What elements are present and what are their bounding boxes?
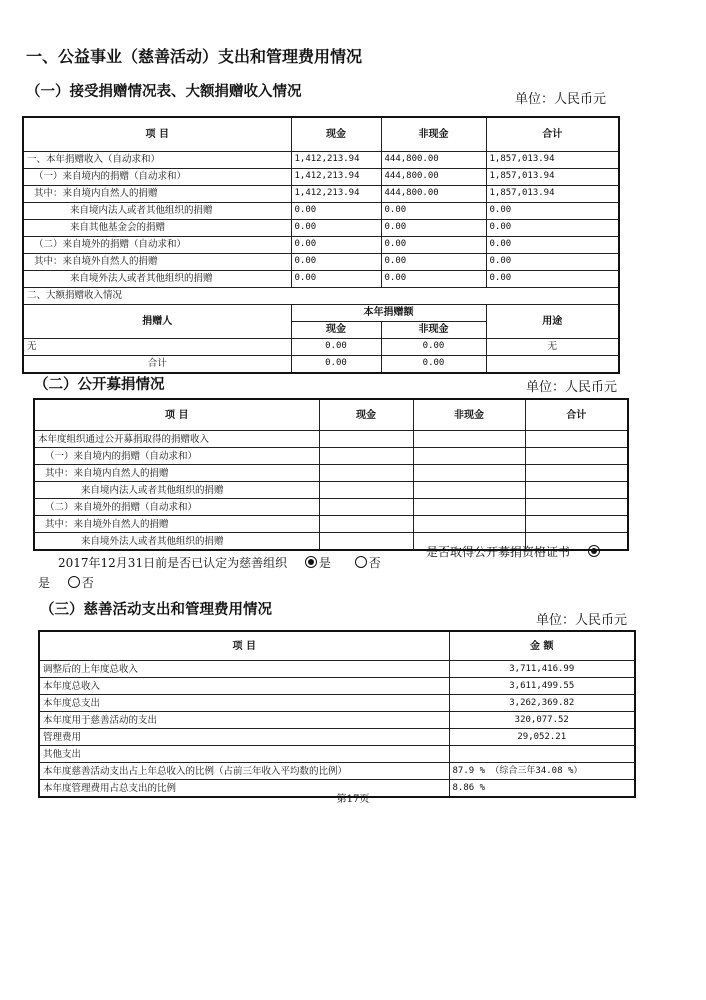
- col-header-item: 项 目: [34, 399, 319, 431]
- table-row: [39, 695, 635, 712]
- table-row: [39, 678, 635, 695]
- row-label: 来自境外法人或者其他组织的捐赠: [23, 270, 291, 287]
- row-label: 管理费用: [39, 729, 449, 746]
- cell-amount: 3,711,416.99: [449, 661, 635, 678]
- row-label: 其中：来自境内自然人的捐赠: [23, 185, 291, 202]
- row-label: 调整后的上年度总收入: [39, 661, 449, 678]
- cell-cash: 0.00: [291, 270, 381, 287]
- total-purpose-empty: [486, 355, 619, 373]
- table-row: [23, 253, 619, 270]
- row-label: 来自境内法人或者其他组织的捐赠: [34, 482, 319, 499]
- section2-heading: （二）公开募捐情况: [34, 377, 165, 393]
- cell-cash: 0.00: [291, 219, 381, 236]
- col-header-cash: 现金: [319, 399, 413, 431]
- certificate-answer: [38, 574, 94, 591]
- table-row: [34, 482, 628, 499]
- cell-cash: 1,412,213.94: [291, 168, 381, 185]
- table-row: [34, 465, 628, 482]
- q1-label: 2017年12月31日前是否已认定为慈善组织: [58, 556, 288, 570]
- total-noncash: 0.00: [381, 355, 486, 373]
- cell-large-cash: 0.00: [291, 338, 381, 355]
- cell-total: 0.00: [486, 270, 619, 287]
- col-header-total: 合计: [486, 117, 619, 151]
- table-row: [34, 516, 628, 533]
- section3-unit: 单位：人民币元: [536, 613, 628, 628]
- col-header-amount: 本年捐赠额: [291, 304, 486, 321]
- certificate-question: [426, 543, 602, 560]
- cell-noncash: 444,800.00: [381, 185, 486, 202]
- cell-total: 1,857,013.94: [486, 151, 619, 168]
- col-header-large-cash: 现金: [291, 321, 381, 338]
- q1-yes-label: 是: [318, 556, 331, 570]
- cell-cash: 0.00: [291, 236, 381, 253]
- row-label: 本年度总支出: [39, 695, 449, 712]
- cell-noncash: 444,800.00: [381, 151, 486, 168]
- cell-total: 1,857,013.94: [486, 185, 619, 202]
- col-header-large-noncash: 非现金: [381, 321, 486, 338]
- total-cash: 0.00: [291, 355, 381, 373]
- large-donation-header: [23, 304, 619, 321]
- col-header-total: 合计: [525, 399, 628, 431]
- cell-amount: 3,262,369.82: [449, 695, 635, 712]
- section2-unit: 单位：人民币元: [526, 380, 618, 395]
- cell-cash: 1,412,213.94: [291, 185, 381, 202]
- row-label: （二）来自境外的捐赠（自动求和）: [23, 236, 291, 253]
- row-label: 本年度组织通过公开募捐取得的捐赠收入: [34, 431, 319, 448]
- table-row: [39, 746, 635, 763]
- table-row: [23, 287, 619, 304]
- cell-noncash: 0.00: [381, 270, 486, 287]
- row-label: 一、本年捐赠收入（自动求和）: [23, 151, 291, 168]
- col-header-purpose: 用途: [486, 304, 619, 338]
- cell-purpose: 无: [486, 338, 619, 355]
- total-label: 合计: [23, 355, 291, 373]
- cell-cash: 1,412,213.94: [291, 151, 381, 168]
- col-header-noncash: 非现金: [413, 399, 525, 431]
- row-label: 其中：来自境外自然人的捐赠: [34, 516, 319, 533]
- row-label: （一）来自境内的捐赠（自动求和）: [34, 448, 319, 465]
- cell-amount: 320,077.52: [449, 712, 635, 729]
- cell-donor: 无: [23, 338, 291, 355]
- row-label: （一）来自境内的捐赠（自动求和）: [23, 168, 291, 185]
- q2-label: 是否取得公开募捐资格证书: [426, 545, 571, 559]
- row-label: 来自其他基金会的捐赠: [23, 219, 291, 236]
- q2-no-label: 否: [81, 576, 94, 590]
- row-label: 来自境内法人或者其他组织的捐赠: [23, 202, 291, 219]
- table-row: [34, 448, 628, 465]
- row-label: 其中：来自境内自然人的捐赠: [34, 465, 319, 482]
- public-fundraising-table: [33, 398, 629, 551]
- cell-cash: 0.00: [291, 202, 381, 219]
- table-row: [34, 499, 628, 516]
- table-row: [23, 338, 619, 355]
- q1-no-radio[interactable]: [355, 556, 367, 568]
- table-row: [39, 763, 635, 780]
- section3-heading: （三）慈善活动支出和管理费用情况: [40, 602, 272, 618]
- row-label: 本年度用于慈善活动的支出: [39, 712, 449, 729]
- table-row: [23, 168, 619, 185]
- cell-noncash: 0.00: [381, 202, 486, 219]
- col-header-donor: 捐赠人: [23, 304, 291, 338]
- cell-total: 0.00: [486, 219, 619, 236]
- cell-noncash: 444,800.00: [381, 168, 486, 185]
- cell-total: 0.00: [486, 236, 619, 253]
- table-row: [23, 151, 619, 168]
- section1-unit: 单位：人民币元: [515, 92, 607, 107]
- cell-total: 0.00: [486, 202, 619, 219]
- table-row: [39, 729, 635, 746]
- q2-yes-label: 是: [38, 576, 51, 590]
- col-header-item: 项 目: [39, 631, 449, 661]
- row-label: 其他支出: [39, 746, 449, 763]
- q1-no-label: 否: [368, 556, 381, 570]
- cell-total: 0.00: [486, 253, 619, 270]
- q2-no-radio[interactable]: [68, 576, 80, 588]
- row-label: 来自境外法人或者其他组织的捐赠: [34, 533, 319, 551]
- table-row: [23, 236, 619, 253]
- charity-expense-table: [38, 630, 636, 798]
- cell-total: 1,857,013.94: [486, 168, 619, 185]
- donation-table: [22, 116, 620, 374]
- q1-yes-radio[interactable]: [305, 556, 317, 568]
- cell-amount: 8.86 %: [449, 780, 635, 798]
- row-label: 本年度慈善活动支出占上年总收入的比例（占前三年收入平均数的比例）: [39, 763, 449, 780]
- table-row: [23, 219, 619, 236]
- table-row: [23, 270, 619, 287]
- row-label: 其中：来自境外自然人的捐赠: [23, 253, 291, 270]
- section1-heading: （一）接受捐赠情况表、大额捐赠收入情况: [26, 84, 302, 100]
- page-number: 第17页: [336, 794, 370, 805]
- page-title: 一、公益事业（慈善活动）支出和管理费用情况: [26, 47, 363, 66]
- large-donation-label: 二、大额捐赠收入情况: [23, 287, 619, 304]
- col-header-cash: 现金: [291, 117, 381, 151]
- row-label: 本年度管理费用占总支出的比例: [39, 780, 449, 798]
- cell-noncash: 0.00: [381, 236, 486, 253]
- row-label: （二）来自境外的捐赠（自动求和）: [34, 499, 319, 516]
- col-header-amount: 金 额: [449, 631, 635, 661]
- cell-amount: 29,052.21: [449, 729, 635, 746]
- table-row: [23, 202, 619, 219]
- col-header-item: 项 目: [23, 117, 291, 151]
- cell-amount: [449, 746, 635, 763]
- col-header-noncash: 非现金: [381, 117, 486, 151]
- cell-large-noncash: 0.00: [381, 338, 486, 355]
- table-row: [39, 712, 635, 729]
- charity-status-question: [58, 554, 381, 571]
- table-row: [23, 185, 619, 202]
- cell-noncash: 0.00: [381, 253, 486, 270]
- cell-amount: 3,611,499.55: [449, 678, 635, 695]
- cell-noncash: 0.00: [381, 219, 486, 236]
- cell-cash: 0.00: [291, 253, 381, 270]
- q2-yes-radio[interactable]: [588, 545, 600, 557]
- cell-amount: 87.9 % （综合三年34.08 %）: [449, 763, 635, 780]
- table-row: [34, 431, 628, 448]
- table-row: [23, 355, 619, 373]
- table-row: [39, 661, 635, 678]
- row-label: 本年度总收入: [39, 678, 449, 695]
